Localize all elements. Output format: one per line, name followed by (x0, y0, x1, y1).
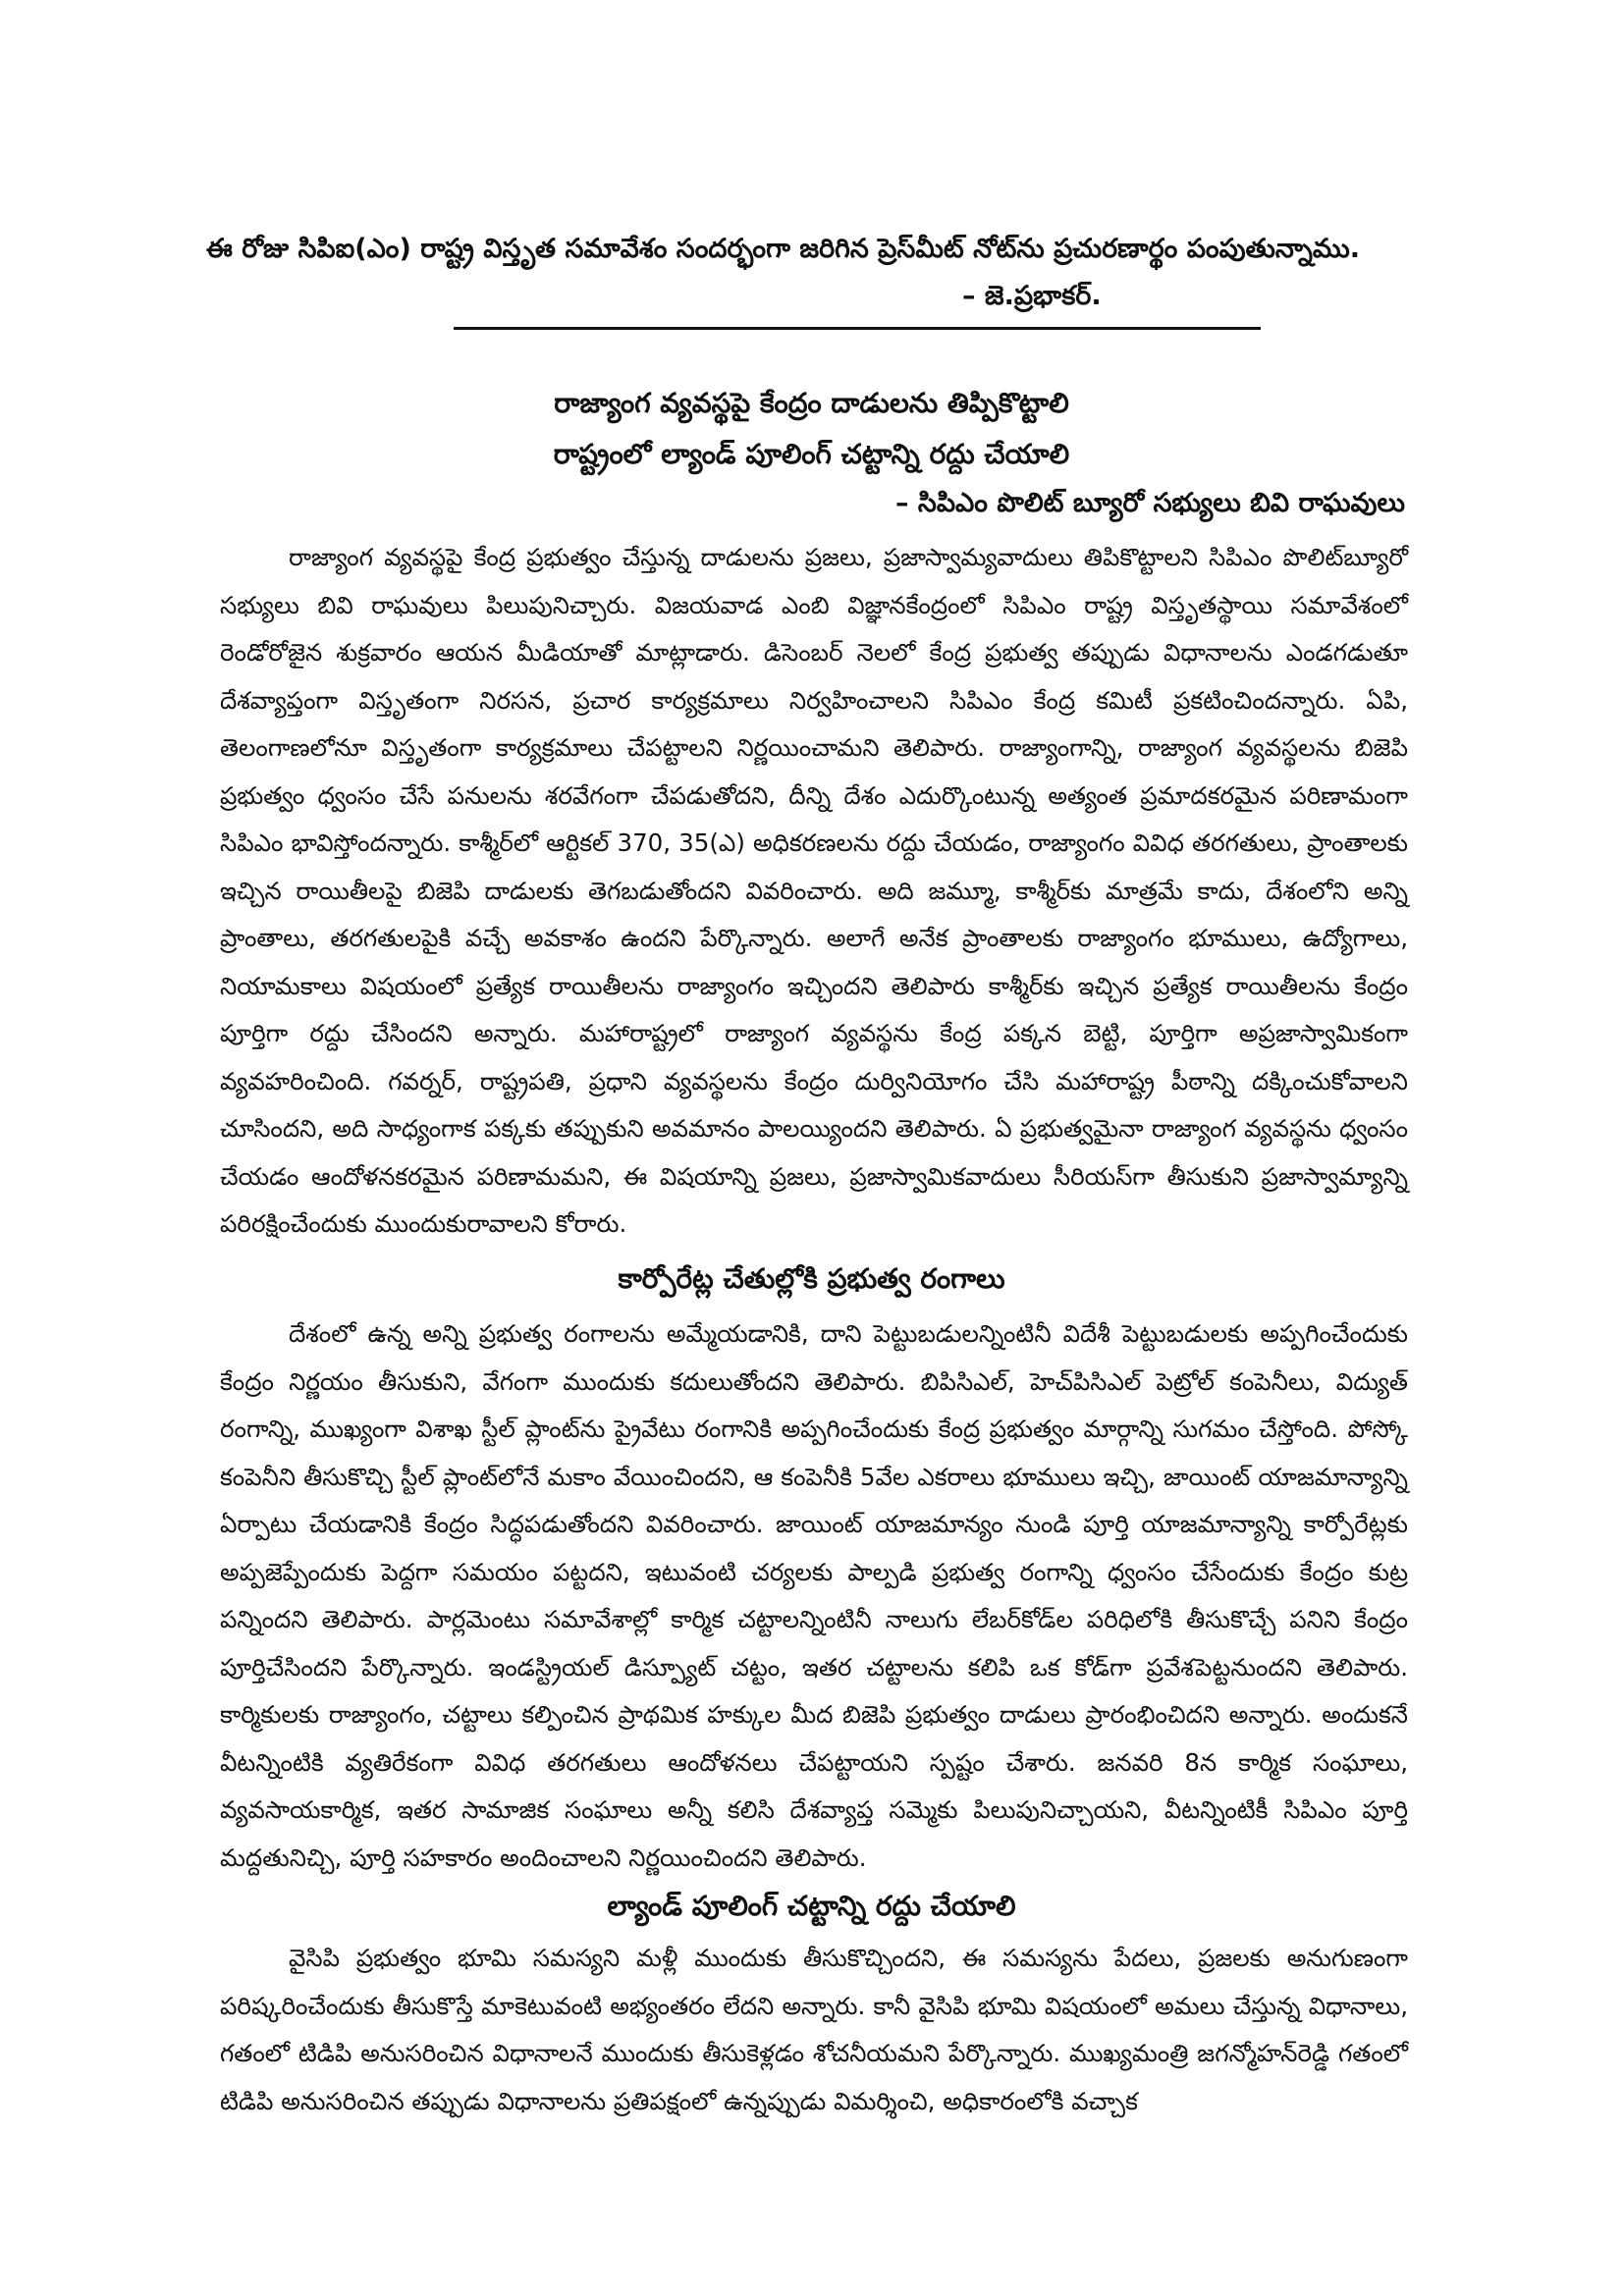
paragraph-2: దేశంలో ఉన్న అన్ని ప్రభుత్వ రంగాలను అమ్మేయడానికి, దాని పెట్టుబడులన్నింటినీ విదేశీ పెట్టుబడులకు అప్పగించేందుకు కేంద్రం నిర్ణయం తీసుకుని, వేగంగా ముందుకు కదులుతోందని తెలిపారు. బిపిసిఎల్, హెచ్‌పిసిఎల్ పెట్రోల్ కంపెనీలు, విద్యుత్ రంగాన్ని, ముఖ్యంగా విశాఖ స్టీల్ ప్లాంట్‌ను ప్రైవేటు రంగానికి అప్పగించేందుకు కేంద్ర ప్రభుత్వం మార్గాన్ని సుగమం చేస్తోంది. పోస్కో కంపెనీని తీసుకొచ్చి స్టీల్ ప్లాంట్‌లోనే మకాం వేయించిందని, ఆ కంపెనీకి 5వేల ఎకరాలు భూములు ఇచ్చి, జాయింట్ యాజమాన్యాన్ని ఏర్పాటు చేయడానికి కేంద్రం సిద్ధపడుతోందని వివరించారు. జాయింట్ యాజమాన్యం నుండి పూర్తి యాజమాన్యాన్ని కార్పోరేట్లకు అప్పజెప్పేందుకు పెద్దగా సమయం పట్టదని, ఇటువంటి చర్యలకు పాల్పడి ప్రభుత్వ రంగాన్ని ధ్వంసం చేసేందుకు కేంద్రం కుట్ర పన్నిందని తెలిపారు. పార్లమెంటు సమావేశాల్లో కార్మిక చట్టాలన్నింటినీ నాలుగు లేబర్‌కోడ్‌ల పరిధిలోకి తీసుకొచ్చే పనిని కేంద్రం పూర్తిచేసిందని పేర్కొన్నారు. ఇండస్ట్రియల్ డిస్ప్యూట్ చట్టం, ఇతర చట్టాలను కలిపి ఒక కోడ్‌గా ప్రవేశపెట్టనుందని తెలిపారు. కార్మికులకు రాజ్యాంగం, చట్టాలు కల్పించిన ప్రాథమిక హక్కుల మీద బిజెపి ప్రభుత్వం దాడులు ప్రారంభించిదని అన్నారు. అందుకనే వీటన్నింటికి వ్యతిరేకంగా వివిధ తరగతులు ఆందోళనలు చేపట్టాయని స్పష్టం చేశారు. జనవరి 8న కార్మిక సంఘాలు, వ్యవసాయకార్మిక, ఇతర సామాజిక సంఘాలు అన్నీ కలిసి దేశవ్యాప్త సమ్మెకు పిలుపునిచ్చాయని, వీటన్నింటికీ సిపిఎం పూర్తి మద్దతునిచ్చి, పూర్తి సహకారం అందించాలని నిర్ణయించిందని తెలిపారు. (220, 1319, 1408, 1872)
article-title-line-1: రాజ్యాంగ వ్యవస్థపై కేంద్రం దాడులను తిప్పికొట్టాలి (554, 387, 1069, 419)
press-note-intro: ఈ రోజు సిపిఐ(ఎం) రాష్ట్ర విస్తృత సమావేశం సందర్భంగా జరిగిన ప్రెస్‌మీట్ నోట్‌ను ప్రచురణార్థం పంపుతున్నాము. (206, 234, 1360, 264)
subheading-1: కార్పోరేట్ల చేతుల్లోకి ప్రభుత్వ రంగాలు (618, 1262, 1005, 1295)
subheading-2: ల్యాండ్ పూలింగ్ చట్టాన్ని రద్దు చేయాలి (607, 1890, 1016, 1922)
paragraph-1: రాజ్యాంగ వ్యవస్థపై కేంద్ర ప్రభుత్వం చేస్తున్న దాడులను ప్రజలు, ప్రజాస్వామ్యవాదులు తిపికొట్టాలని సిపిఎం పొలిట్‌బ్యూరో సభ్యులు బివి రాఘవులు పిలుపునిచ్చారు. విజయవాడ ఎంబి విజ్ఞానకేంద్రంలో సిపిఎం రాష్ట్ర విస్తృతస్థాయి సమావేశంలో రెండోరోజైన శుక్రవారం ఆయన మీడియాతో మాట్లాడారు. డిసెంబర్ నెలలో కేంద్ర ప్రభుత్వ తప్పుడు విధానాలను ఎండగడుతూ దేశవ్యాప్తంగా విస్తృతంగా నిరసన, ప్రచార కార్యక్రమాలు నిర్వహించాలని సిపిఎం కేంద్ర కమిటీ ప్రకటించిందన్నారు. ఏపి, తెలంగాణలోనూ విస్తృతంగా కార్యక్రమాలు చేపట్టాలని నిర్ణయించామని తెలిపారు. రాజ్యాంగాన్ని, రాజ్యాంగ వ్యవస్థలను బిజెపి ప్రభుత్వం ధ్వంసం చేసే పనులను శరవేగంగా చేపడుతోదని, దీన్ని దేశం ఎదుర్కొంటున్న అత్యంత ప్రమాదకరమైన పరిణామంగా సిపిఎం భావిస్తోందన్నారు. కాశ్మీర్‌లో ఆర్టికల్ 370, 35(ఎ) అధికరణలను రద్దు చేయడం, రాజ్యాంగం వివిధ తరగతులు, ప్రాంతాలకు ఇచ్చిన రాయితీలపై బిజెపి దాడులకు తెగబడుతోందని వివరించారు. అది జమ్మూ, కాశ్మీర్‌కు మాత్రమే కాదు, దేశంలోని అన్ని ప్రాంతాలు, తరగతులపైకి వచ్చే అవకాశం ఉందని పేర్కొన్నారు. అలాగే అనేక ప్రాంతాలకు రాజ్యాంగం భూములు, ఉద్యోగాలు, నియామకాలు విషయంలో ప్రత్యేక రాయితీలను రాజ్యాంగం ఇచ్చిందని తెలిపారు కాశ్మీర్‌కు ఇచ్చిన ప్రత్యేక రాయితీలను కేంద్రం పూర్తిగా రద్దు చేసిందని అన్నారు. మహారాష్ట్రలో రాజ్యాంగ వ్యవస్థను కేంద్ర పక్కన బెట్టి, పూర్తిగా అప్రజాస్వామికంగా వ్యవహరించింది. గవర్నర్, రాష్ట్రపతి, ప్రధాని వ్యవస్థలను కేంద్రం దుర్వినియోగం చేసి మహారాష్ట్ర పీఠాన్ని దక్కించుకోవాలని చూసిందని, అది సాధ్యంగాక పక్కకు తప్పుకుని అవమానం పాలయ్యిందని తెలిపారు. ఏ ప్రభుత్వమైనా రాజ్యాంగ వ్యవస్థను ధ్వంసం చేయడం ఆందోళనకరమైన పరిణామమని, ఈ విషయాన్ని ప్రజలు, ప్రజాస్వామికవాదులు సీరియస్‌గా తీసుకుని ప్రజాస్వామ్యాన్ని పరిరక్షించేందుకు ముందుకురావాలని కోరారు. (220, 543, 1408, 1238)
sender-signature: – జె.ప్రభాకర్. (962, 281, 1102, 311)
article-byline: – సిపిఎం పొలిట్ బ్యూరో సభ్యులు బివి రాఘవులు (895, 488, 1405, 518)
paragraph-3: వైసిపి ప్రభుత్వం భూమి సమస్యని మళ్లీ ముందుకు తీసుకొచ్చిందని, ఈ సమస్యను పేదలు, ప్రజలకు అనుగుణంగా పరిష్కరించేందుకు తీసుకొస్తే మాకెటువంటి అభ్యంతరం లేదని అన్నారు. కానీ వైసిపి భూమి విషయంలో అమలు చేస్తున్న విధానాలు, గతంలో టిడిపి అనుసరించిన విధానాలనే ముందుకు తీసుకెళ్లడం శోచనీయమని పేర్కొన్నారు. ముఖ్యమంత్రి జగన్మోహన్‌రెడ్డి గతంలో టిడిపి అనుసరించిన తప్పుడు విధానాలను ప్రతిపక్షంలో ఉన్నప్పుడు విమర్శించి, అధికారంలోకి వచ్చాక (220, 1944, 1408, 2115)
header-divider (454, 327, 1261, 330)
article-title-line-2: రాష్ట్రంలో ల్యాండ్ పూలింగ్ చట్టాన్ని రద్దు చేయాలి (553, 438, 1070, 470)
